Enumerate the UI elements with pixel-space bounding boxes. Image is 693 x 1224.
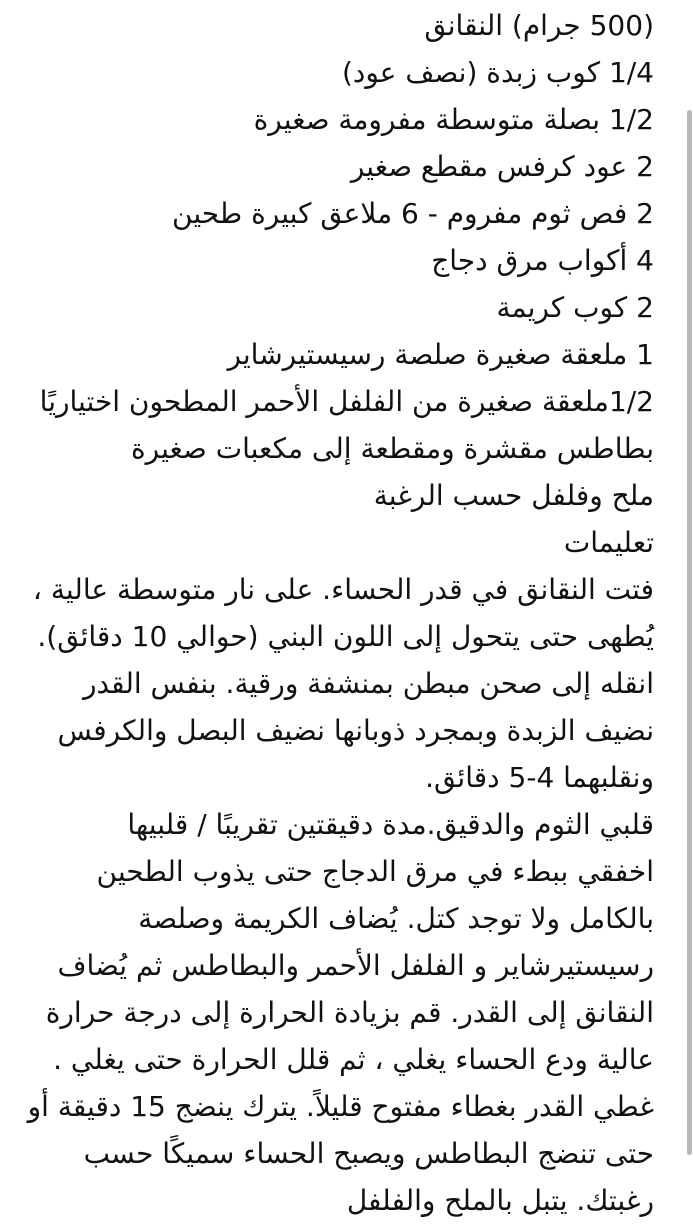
instruction-line: النقانق إلى القدر. قم بزيادة الحرارة إلى درجة حرارة: [45, 996, 654, 1029]
ingredient-red-pepper: 1/2ملعقة صغيرة من الفلفل الأحمر المطحون اختياريًا: [39, 385, 654, 418]
instruction-line: بالكامل ولا توجد كتل. يُضاف الكريمة وصلصة: [138, 902, 654, 935]
instruction-line: يُطهى حتى يتحول إلى اللون البني (حوالي 10 دقائق).: [37, 620, 654, 653]
ingredient-chicken-broth: 4 أكواب مرق دجاج: [431, 244, 654, 277]
ingredient-sausage: (500 جرام) النقانق: [424, 9, 654, 42]
instruction-line: عالية ودع الحساء يغلي ، ثم قلل الحرارة حتى يغلي .: [53, 1043, 654, 1076]
ingredient-potatoes: بطاطس مقشرة ومقطعة إلى مكعبات صغيرة: [130, 432, 654, 465]
instruction-line: فتت النقانق في قدر الحساء. على نار متوسطة عالية ،: [32, 573, 654, 606]
instruction-line: حتى تنضج البطاطس ويصبح الحساء سميكًا حسب: [83, 1137, 654, 1170]
instruction-line: رغبتك. يتبل بالملح والفلفل: [346, 1184, 654, 1217]
instruction-line: نضيف الزبدة وبمجرد ذوبانها نضيف البصل والكرفس: [57, 714, 654, 747]
vertical-scrollbar[interactable]: [685, 0, 693, 1200]
instructions-heading: تعليمات: [563, 526, 654, 559]
recipe-text: [6, 2, 654, 1224]
ingredient-worcestershire: 1 ملعقة صغيرة صلصة رسيستيرشاير: [227, 338, 654, 371]
instruction-line: انقله إلى صحن مبطن بمنشفة ورقية. بنفس القدر: [82, 667, 654, 700]
instruction-line: قلبي الثوم والدقيق.مدة دقيقتين تقريبًا / قلبيها: [127, 808, 654, 841]
scrollbar-thumb[interactable]: [687, 110, 692, 1155]
instruction-line: اخفقي ببطء في مرق الدجاج حتى يذوب الطحين: [96, 855, 654, 888]
instruction-line: غطي القدر بغطاء مفتوح قليلاً. يترك ينضج 15 دقيقة أو: [27, 1090, 654, 1123]
ingredient-celery: 2 عود كرفس مقطع صغير: [350, 150, 654, 183]
ingredient-butter: 1/4 كوب زبدة (نصف عود): [341, 56, 654, 89]
ingredient-cream: 2 كوب كريمة: [496, 291, 654, 324]
ingredient-garlic-flour: 2 فص ثوم مفروم - 6 ملاعق كبيرة طحين: [172, 197, 654, 230]
ingredient-onion: 1/2 بصلة متوسطة مفرومة صغيرة: [253, 103, 654, 136]
instruction-line: ونقلبهما 4-5 دقائق.: [425, 761, 654, 794]
ingredient-salt-pepper: ملح وفلفل حسب الرغبة: [373, 479, 654, 512]
instruction-line: رسيستيرشاير و الفلفل الأحمر والبطاطس ثم يُضاف: [57, 949, 654, 982]
